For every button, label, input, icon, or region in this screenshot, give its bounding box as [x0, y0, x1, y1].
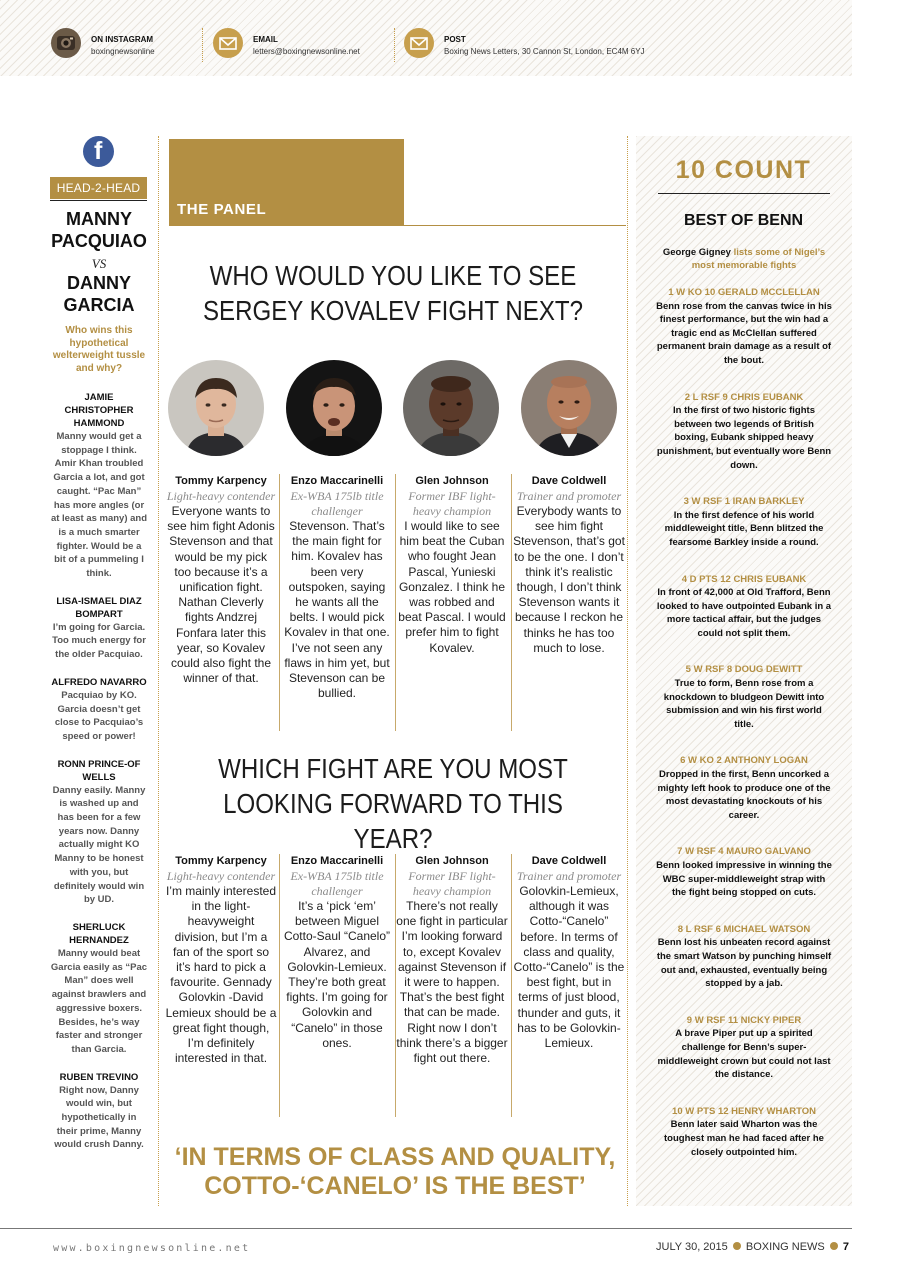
panelist-role: Former IBF light-heavy champion — [408, 869, 496, 898]
panelist-photo-maccarinelli — [286, 360, 382, 456]
fighter2-first-name: DANNY — [66, 273, 131, 293]
reader-name: LISA-ISMAEL DIAZ BOMPART — [56, 595, 142, 620]
panelist-name: Tommy Karpency — [175, 475, 267, 487]
ten-count-subtitle: BEST OF BENN — [683, 212, 804, 229]
panelist-name: Dave Coldwell — [531, 855, 607, 867]
fight-result: 8 L RSF 6 MICHAEL WATSON — [677, 923, 811, 935]
ten-count-intro — [658, 246, 830, 272]
reader-answer: Manny would get a stoppage I think. Amir Khan troubled Garcia a lot, and got caught. “Pac Man” has more angles (or at least as many) and is a much smarter fighter. Would be a bit of a pummeling I think. — [50, 431, 148, 580]
reader-name: JAMIE CHRISTOPHER HAMMOND — [64, 392, 134, 429]
reader-answer: I’m going for Garcia. Too much energy for the older Pacquiao. — [52, 621, 146, 661]
list-item — [656, 495, 832, 549]
panelist-answer-maccarinelli — [281, 474, 393, 701]
reader-answer: Manny would beat Garcia easily as “Pac Man” does well against brawlers and aggressive boxers. Besides, he’s way faster and stronger than Garcia. — [50, 947, 148, 1055]
divider — [279, 854, 280, 1117]
panelist-photo-coldwell — [521, 360, 617, 456]
fight-summary: Benn rose from the canvas twice in his finest performance, but the win had a tragic end as McClellan suffered permanent brain damage as a result of the bout. — [656, 300, 832, 366]
fight-summary: In front of 42,000 at Old Trafford, Benn looked to have outpointed Eubank in a more tactical affair, but the judges could not split them. — [656, 587, 832, 639]
fight-result: 10 W PTS 12 HENRY WHARTON — [672, 1105, 816, 1117]
facebook-icon[interactable]: f — [83, 136, 114, 167]
reader-answer: Pacquiao by KO. Garcia doesn’t get close to Pacquiao’s speed or power! — [54, 689, 144, 742]
panelist-name: Enzo Maccarinelli — [290, 855, 384, 867]
divider — [169, 225, 626, 226]
head-2-head-badge: HEAD-2-HEAD — [50, 177, 147, 199]
panelist-name: Enzo Maccarinelli — [290, 475, 384, 487]
divider — [50, 200, 147, 201]
versus-label: VS — [91, 256, 107, 271]
reader-answer: Right now, Danny would win, but hypothetically in their prime, Manny would crush Danny. — [54, 1084, 144, 1151]
panelist-role: Trainer and promoter — [516, 869, 622, 883]
list-item — [656, 923, 832, 991]
panelist-photo-johnson — [403, 360, 499, 456]
divider — [279, 474, 280, 731]
panelist-photo-karpency — [168, 360, 264, 456]
reader-name: RONN PRINCE-OF WELLS — [57, 758, 141, 783]
list-item — [656, 1105, 832, 1159]
fight-result: 5 W RSF 8 DOUG DEWITT — [685, 664, 803, 676]
list-item — [50, 391, 148, 581]
ten-count-list — [656, 286, 832, 1182]
list-item — [656, 754, 832, 822]
panelist-name: Glen Johnson — [415, 855, 489, 867]
list-item — [656, 573, 832, 641]
panelist-role: Trainer and promoter — [516, 489, 622, 503]
fighter1-last-name: PACQUIAO — [51, 231, 147, 251]
reader-name: SHERLUCK HERNANDEZ — [69, 921, 129, 946]
panelist-name: Dave Coldwell — [531, 475, 607, 487]
panel-question-1: WHO WOULD YOU LIKE TO SEE SERGEY KOVALEV FIGHT NEXT? — [202, 260, 584, 326]
email-label: EMAIL — [253, 35, 278, 44]
footer-website[interactable]: www.boxingnewsonline.net — [53, 1243, 251, 1254]
panelist-answer-johnson — [396, 474, 508, 656]
panelist-answer: Stevenson. That’s the main fight for him. Kovalev has been very outspoken, saying he wants all the belts. I would pick Kovalev in that one. I’ve not seen any flaws in him yet, but Stevenson can be bullied. — [284, 519, 390, 701]
fight-result: 4 D PTS 12 CHRIS EUBANK — [681, 573, 807, 585]
fight-summary: True to form, Benn rose from a knockdown to bludgeon Dewitt into submission and win his first world title. — [663, 678, 825, 730]
fight-result: 1 W KO 10 GERALD MCCLELLAN — [668, 287, 820, 298]
ten-count-title: 10 COUNT — [675, 156, 812, 184]
panelist-name: Tommy Karpency — [175, 855, 267, 867]
panelist-name: Glen Johnson — [415, 475, 489, 487]
sidebar-question: Who wins this hypothetical welterweight tussle and why? — [52, 325, 146, 374]
list-item — [656, 663, 832, 731]
fight-summary: Dropped in the first, Benn uncorked a mighty left hook to produce one of the most devastating knockouts of his career. — [657, 769, 831, 821]
panelist-role: Ex-WBA 175lb title challenger — [290, 489, 384, 518]
panelist-answer-johnson-2 — [396, 854, 508, 1066]
email-address[interactable]: letters@boxingnewsonline.net — [253, 47, 360, 56]
panelist-answer-karpency-2 — [165, 854, 277, 1066]
list-item — [50, 758, 148, 907]
panelist-answer-coldwell-2 — [513, 854, 625, 1051]
panelist-answer: It’s a ‘pick ‘em’ between Miguel Cotto-Saul “Canelo” Alvarez, and Golovkin-Lemieux. They’re both great fights. I’m going for Golovkin and “Canelo” in those ones. — [283, 899, 391, 1050]
list-item — [50, 921, 148, 1057]
divider — [202, 28, 203, 62]
envelope-icon — [404, 28, 434, 58]
divider — [394, 28, 395, 62]
divider — [511, 854, 512, 1117]
fight-result: 7 W RSF 4 MAURO GALVANO — [677, 846, 811, 858]
panelist-answer-maccarinelli-2 — [281, 854, 393, 1051]
panel-title: THE PANEL — [177, 201, 267, 218]
panelist-role: Ex-WBA 175lb title challenger — [290, 869, 384, 898]
bullet-icon — [733, 1242, 741, 1250]
fight-summary: Benn lost his unbeaten record against the smart Watson by punching himself out and, exhausted, eventually being stopped by a jab. — [656, 937, 832, 990]
panelist-role: Light-heavy contender — [166, 489, 276, 503]
instagram-handle[interactable]: boxingnewsonline — [91, 47, 155, 56]
reader-name: ALFREDO NAVARRO — [51, 676, 147, 688]
list-item — [50, 1071, 148, 1153]
intro-text: lists some of Nigel’s most memorable fights — [691, 247, 826, 271]
panelist-answer: Golovkin-Lemieux, although it was Cotto-“Canelo” before. In terms of class and quality, Cotto-“Canelo” is the best fight, but in terms of just blood, thunder and guts, it has to be Golovkin-Lemieux. — [513, 884, 625, 1051]
panelist-answer: I’m mainly interested in the light-heavyweight division, but I’m a fan of the sport so it’s hard to pick a favourite. Gennady Golovkin -David Lemieux should be a great fight though, I’m definitely interested in that. — [165, 884, 277, 1066]
list-item — [656, 845, 832, 899]
fight-summary: A brave Piper put up a spirited challenge for Benn’s super-middleweight crown but could not last the distance. — [657, 1028, 831, 1081]
panelist-answer-coldwell — [513, 474, 625, 656]
panelist-answer: I would like to see him beat the Cuban who fought Jean Pascal, Yunieski Gonzalez. I think he was robbed and beat Pascal. I would prefer him to fight Kovalev. — [398, 519, 506, 655]
bullet-icon — [830, 1242, 838, 1250]
fighter2-last-name: GARCIA — [63, 295, 135, 315]
pull-quote: ‘IN TERMS OF CLASS AND QUALITY, COTTO-‘CANELO’ IS THE BEST’ — [174, 1143, 616, 1200]
page-number: 7 — [842, 1241, 849, 1253]
panel-question-2: WHICH FIGHT ARE YOU MOST LOOKING FORWARD TO THIS YEAR? — [218, 753, 568, 854]
list-item — [656, 286, 832, 368]
list-item — [656, 1014, 832, 1082]
panelist-role: Former IBF light-heavy champion — [408, 489, 496, 518]
ten-count-column — [636, 136, 852, 1206]
fight-result: 9 W RSF 11 NICKY PIPER — [686, 1014, 802, 1026]
fight-summary: Benn looked impressive in winning the WBC super-middleweight strap with the fight being stopped on cuts. — [656, 860, 832, 899]
fight-summary: In the first of two historic fights between two legends of British boxing, Eubank shipped heavy punishment, but eventually wore Benn down. — [656, 405, 832, 471]
panelist-role: Light-heavy contender — [166, 869, 276, 883]
list-item — [50, 676, 148, 744]
camera-icon — [51, 28, 81, 58]
reader-responses — [50, 391, 148, 1166]
panel-header — [169, 139, 404, 225]
list-item — [656, 391, 832, 473]
list-item — [50, 595, 148, 662]
column-divider — [158, 136, 159, 1206]
panelist-answer: There’s not really one fight in particular I’m looking forward to, except Kovalev against Stevenson if it were to happen. That’s the best fight that can be made. Right now I don’t think there’s a bigger fight out there. — [396, 899, 508, 1066]
publication-name: BOXING NEWS — [745, 1241, 825, 1253]
fight-summary: In the first defence of his world middleweight title, Benn blitzed the fearsome Barkley inside a round. — [664, 509, 824, 548]
fight-summary: Benn later said Wharton was the toughest man he had faced after he closely outpointed him. — [664, 1119, 824, 1158]
fight-result: 2 L RSF 9 CHRIS EUBANK — [684, 391, 804, 403]
reader-name: RUBEN TREVINO — [59, 1071, 139, 1083]
column-divider — [627, 136, 628, 1206]
issue-date: JULY 30, 2015 — [656, 1241, 728, 1253]
fighter1-first-name: MANNY — [66, 209, 132, 229]
panelist-answer: Everybody wants to see him fight Stevenson, that’s got to be the one. I don’t think it’s realistic though, I don’t think Stevenson wants it because I reckon he thinks he has too much to lose. — [513, 504, 625, 655]
footer-divider — [0, 1228, 852, 1229]
footer-issue-info — [656, 1241, 849, 1253]
fight-result: 3 W RSF 1 IRAN BARKLEY — [683, 496, 805, 508]
panelist-answer: Everyone wants to see him fight Adonis Stevenson and that would be my pick too because it’s a unification fight. Nathan Cleverly fights Andzrej Fonfara later this year, so Kovalev could also fight the winner of that. — [167, 504, 275, 686]
post-label: POST — [444, 35, 466, 44]
envelope-icon — [213, 28, 243, 58]
divider — [658, 193, 830, 194]
contact-bar — [0, 0, 852, 76]
reader-answer: Danny easily. Manny is washed up and has been for a few years now. Danny actually might KO Manny to be honest with you, but definitely would win by UD. — [52, 784, 146, 906]
post-address: Boxing News Letters, 30 Cannon St, London, EC4M 6YJ — [444, 47, 645, 56]
panelist-answer-karpency — [165, 474, 277, 686]
divider — [511, 474, 512, 731]
intro-author: George Gigney — [662, 247, 731, 258]
instagram-label: ON INSTAGRAM — [91, 35, 154, 44]
fight-result: 6 W KO 2 ANTHONY LOGAN — [680, 755, 808, 767]
